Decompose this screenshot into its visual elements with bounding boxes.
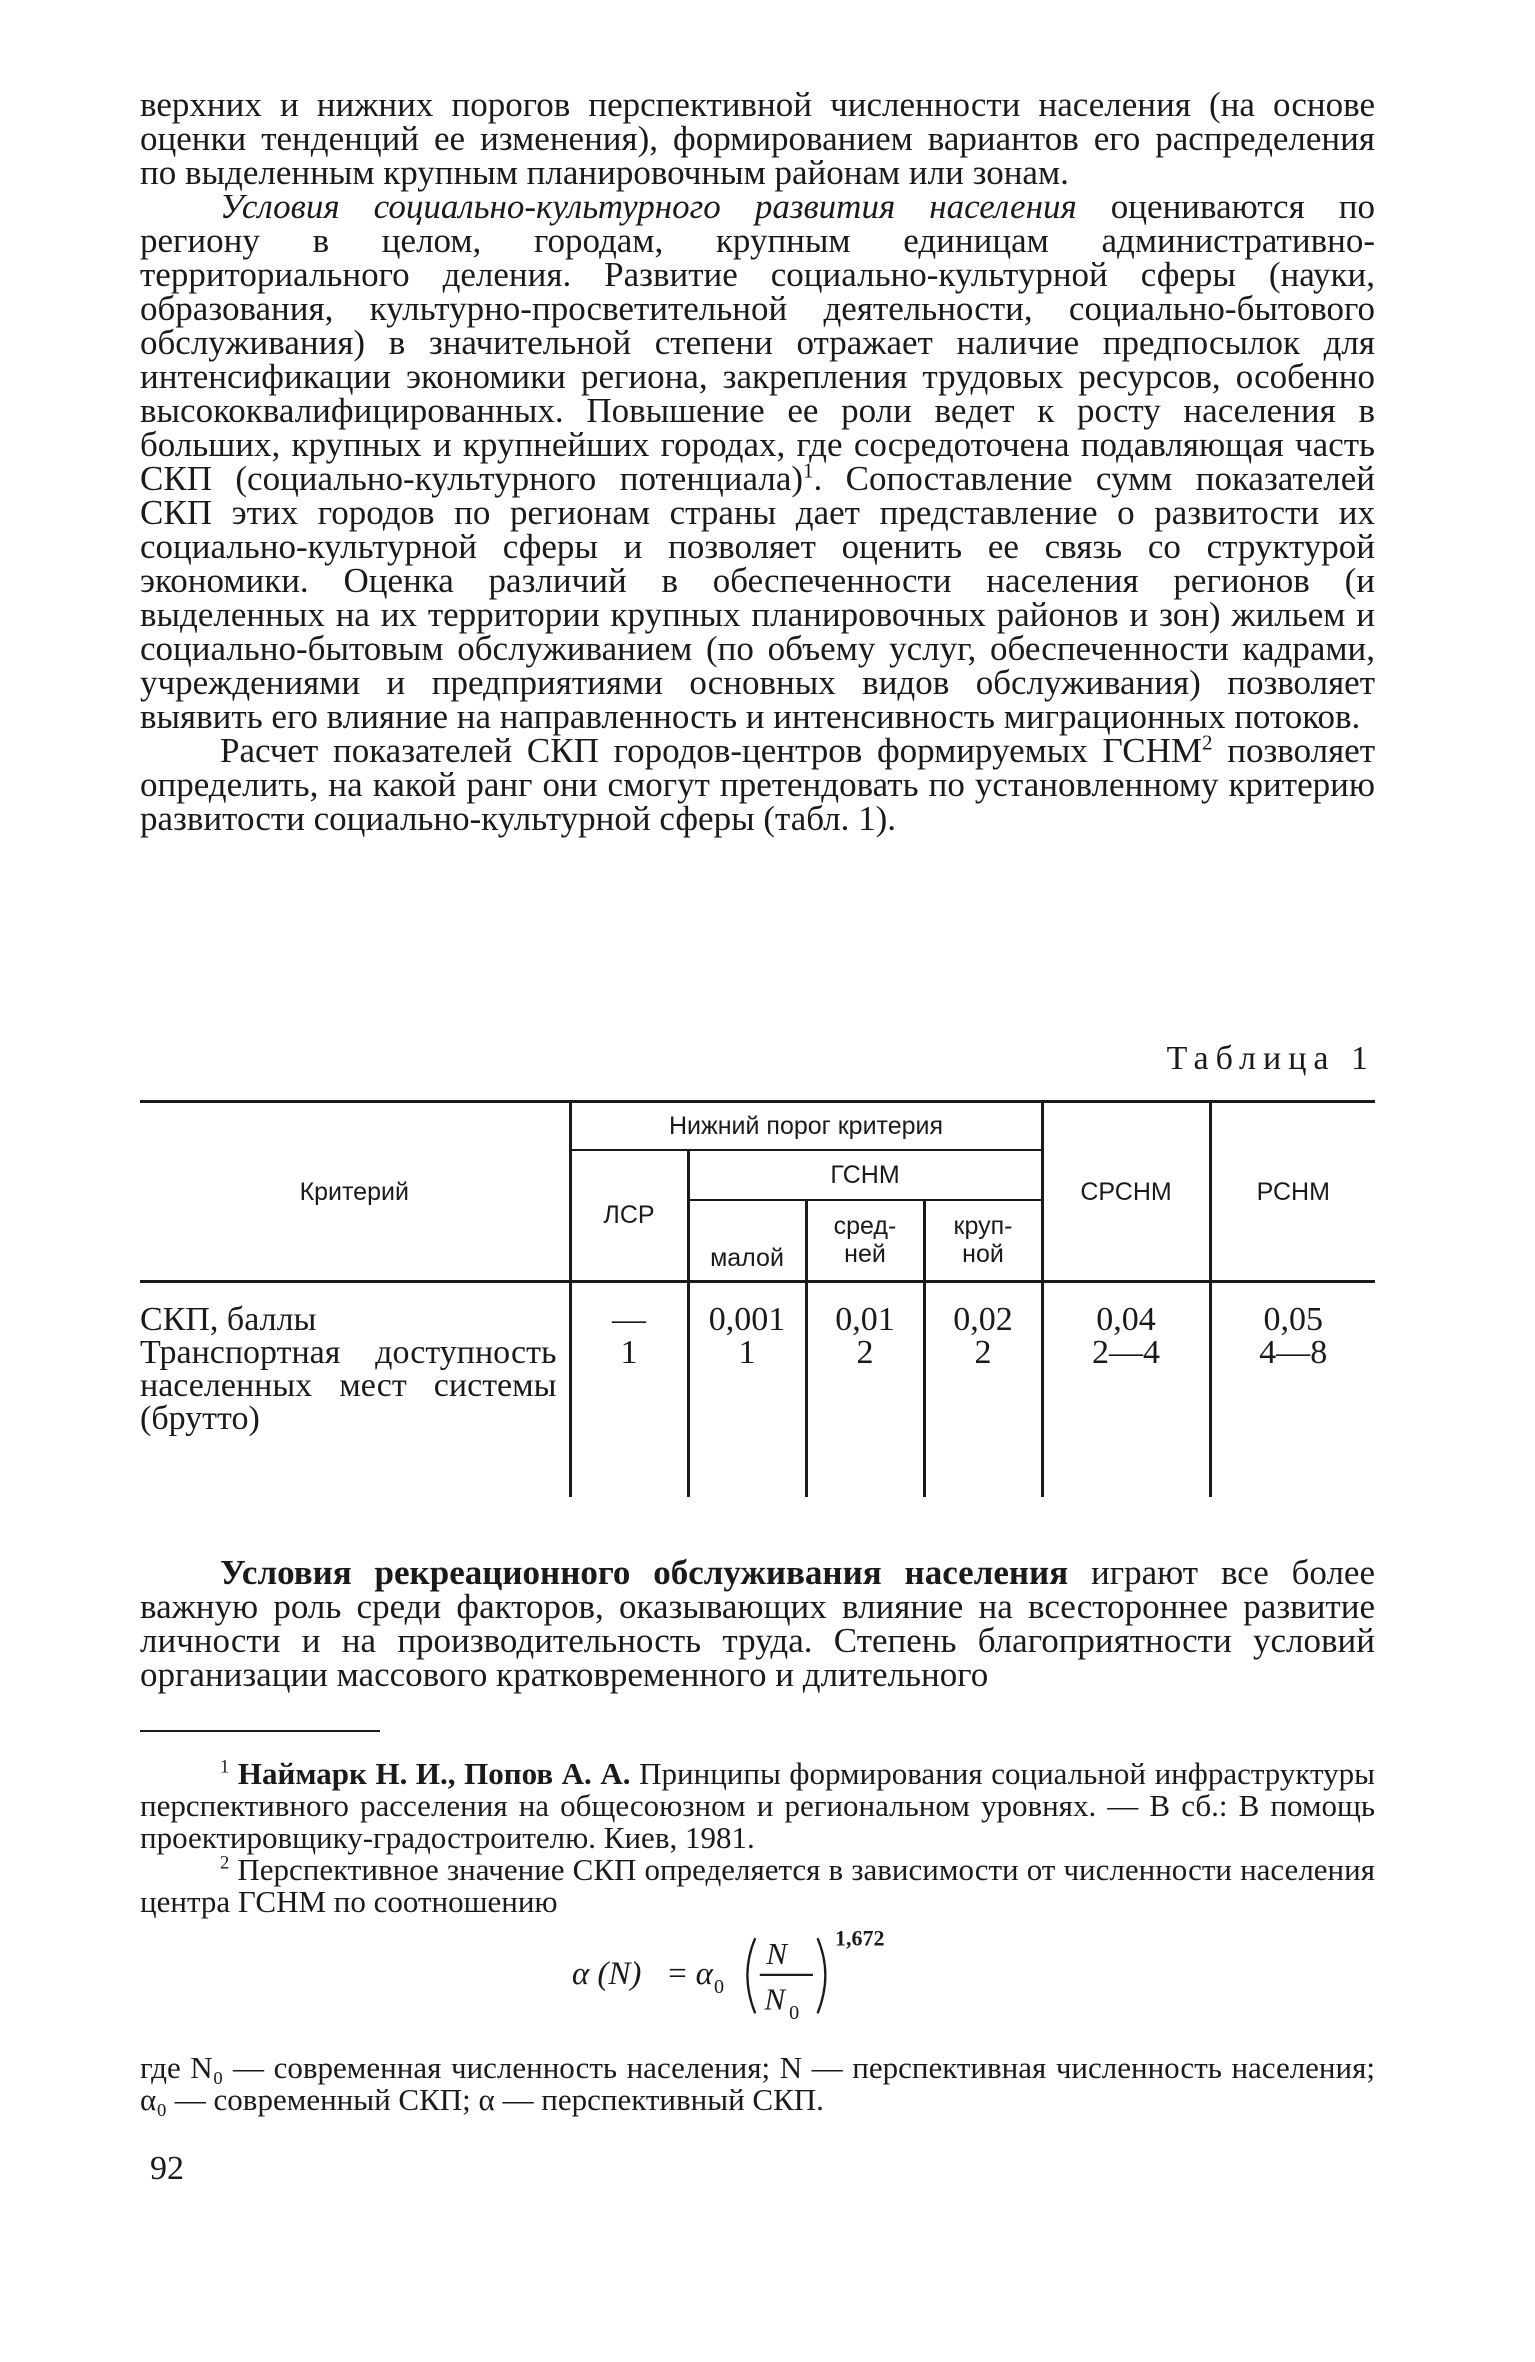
table-body-row	[140, 1282, 1375, 1497]
footnote-ref-2: 2	[1202, 730, 1213, 755]
row-1-small: 0,001	[708, 1301, 786, 1338]
table-block	[140, 1040, 1375, 1560]
paragraph-2	[140, 187, 1375, 736]
footnote-1	[140, 1758, 1375, 1854]
formula-lhs: α (N)	[571, 1956, 642, 1992]
row-1-criterion: СКП, баллы	[140, 1301, 317, 1338]
header-lower-threshold: Нижний порог критерия	[570, 1102, 1042, 1150]
formula-numerator: N	[766, 1935, 787, 1971]
formula-legend: где N₀ — современная численность населения; N — перспективная численность населения; α₀ — современный СКП; α — перспективный СКП.	[140, 2050, 1375, 2117]
row-1-rsnm: 0,05	[1263, 1301, 1324, 1338]
paragraph-2-lead: Условия социально-культурного развития населения	[220, 187, 1077, 226]
paragraph-3	[140, 730, 1376, 838]
body-text-bottom	[140, 1553, 1375, 1694]
page-number: 92	[150, 2150, 184, 2187]
paragraph-3-end: позволяет определить, на какой ранг они смогут претендовать по установленному критерию развитости социально-культурной сферы (табл. 1).	[140, 731, 1376, 838]
row-1-medium: 0,01	[835, 1301, 895, 1338]
paragraph-2-tail: . Сопоставление сумм показателей СКП этих городов по регионам страны дает представление о развитости их социально-культурной сферы и позволяет оценить ее связь со структурой экономики. Оценка различий в обеспеченности населения регионов (и выделенных на их территории крупных планировочных районов и зон) жильем и социально-бытовым обслуживанием (по объему услуг, обеспеченности кадрами, учреждениями и предприятиями основных видов обслуживания) позволяет выявить его влияние на направленность и интенсивность миграционных потоков.	[140, 459, 1375, 736]
small-cell	[688, 1282, 806, 1497]
formula-legend-block	[140, 2052, 1375, 2116]
header-lsr: ЛСР	[570, 1150, 688, 1282]
header-gsnm: ГСНМ	[688, 1150, 1042, 1200]
criterion-cell	[140, 1282, 570, 1497]
row-1-lsr: —	[612, 1301, 646, 1338]
rsnm-cell	[1210, 1282, 1375, 1497]
paragraph-2-body: оцениваются по региону в целом, городам, крупным единицам административно-территориального деления. Развитие социально-культурной сферы (науки, образования, культурно-просветительной деятельности, социально-бытового обслуживания) в значительной степени отражает наличие предпосылок для интенсификации экономики региона, закрепления трудовых ресурсов, особенно высококвалифицированных. Повышение ее роли ведет к росту населения в больших, крупных и крупнейших городах, где сосредоточена подавляющая часть СКП (социально-культурного потенциала)	[140, 187, 1375, 498]
row-2-srsnm: 2—4	[1092, 1334, 1161, 1371]
header-large: круп- ной	[924, 1200, 1042, 1282]
left-paren	[747, 1938, 755, 2013]
table-caption: Таблица 1	[1166, 1040, 1375, 1077]
formula-alpha0-sub: 0	[713, 1976, 725, 1999]
formula-alpha0: α	[695, 1956, 713, 1992]
srsnm-cell	[1042, 1282, 1210, 1497]
footnote-rule	[140, 1730, 380, 1732]
right-paren	[818, 1938, 826, 2013]
footnote-1-authors: Наймарк Н. И., Попов А. А.	[237, 1756, 631, 1791]
medium-cell	[806, 1282, 924, 1497]
row-2-large: 2	[974, 1334, 992, 1371]
criteria-table	[140, 1100, 1375, 1497]
header-criterion: Критерий	[140, 1102, 570, 1282]
large-cell	[924, 1282, 1042, 1497]
row-2-rsnm: 4—8	[1259, 1334, 1328, 1371]
footnotes	[140, 1758, 1375, 1918]
body-text-top	[140, 85, 1376, 838]
paragraph-4-lead: Условия рекреационного обслуживания населения	[220, 1553, 1069, 1592]
paragraph-4-body: играют все более важную роль среди факторов, оказывающих влияние на всестороннее развитие личности и на производительность труда. Степень благоприятности условий организации массового кратковременного и длительного	[140, 1553, 1375, 1694]
paragraph-1: верхних и нижних порогов перспективной численности населения (на основе оценки тенденций ее изменения), формированием вариантов его распределения по выделенным крупным планировочным районам или зонам.	[140, 85, 1375, 192]
formula-block	[140, 1918, 1375, 2038]
formula-denominator-sub: 0	[789, 2001, 800, 2024]
row-2-lsr: 1	[620, 1334, 638, 1371]
formula-equals: =	[668, 1956, 687, 1992]
header-rsnm: РСНМ	[1210, 1102, 1375, 1282]
row-1-large: 0,02	[953, 1301, 1013, 1338]
footnote-2	[140, 1854, 1375, 1918]
formula-exponent: 1,672	[834, 1925, 885, 1951]
paragraph-3-start: Расчет показателей СКП городов-центров формируемых ГСНМ	[220, 731, 1203, 770]
footnote-2-text: Перспективное значение СКП определяется в зависимости от численности населения центра ГСНМ по соотношению	[140, 1852, 1375, 1919]
lsr-cell	[570, 1282, 688, 1497]
growth-formula	[140, 1918, 1375, 2028]
header-srsnm: СРСНМ	[1042, 1102, 1210, 1282]
footnote-2-number: 2	[220, 1852, 230, 1874]
formula-denominator: N	[764, 1981, 786, 2017]
row-2-small: 1	[738, 1334, 756, 1371]
header-small: малой	[688, 1200, 806, 1282]
footnote-1-number: 1	[220, 1756, 230, 1778]
footnote-ref-1: 1	[803, 458, 814, 483]
paragraph-4	[140, 1553, 1375, 1694]
row-1-srsnm: 0,04	[1096, 1301, 1156, 1338]
row-2-medium: 2	[856, 1334, 874, 1371]
header-medium: сред- ней	[806, 1200, 924, 1282]
row-2-criterion: Транспортная доступность населенных мест системы (брутто)	[140, 1334, 557, 1437]
footnote-1-text: Принципы формирования социальной инфраструктуры перспективного расселения на общесоюзном и региональном уровнях. — В сб.: В помощь проектировщику-градостроителю. Киев, 1981.	[140, 1756, 1375, 1855]
